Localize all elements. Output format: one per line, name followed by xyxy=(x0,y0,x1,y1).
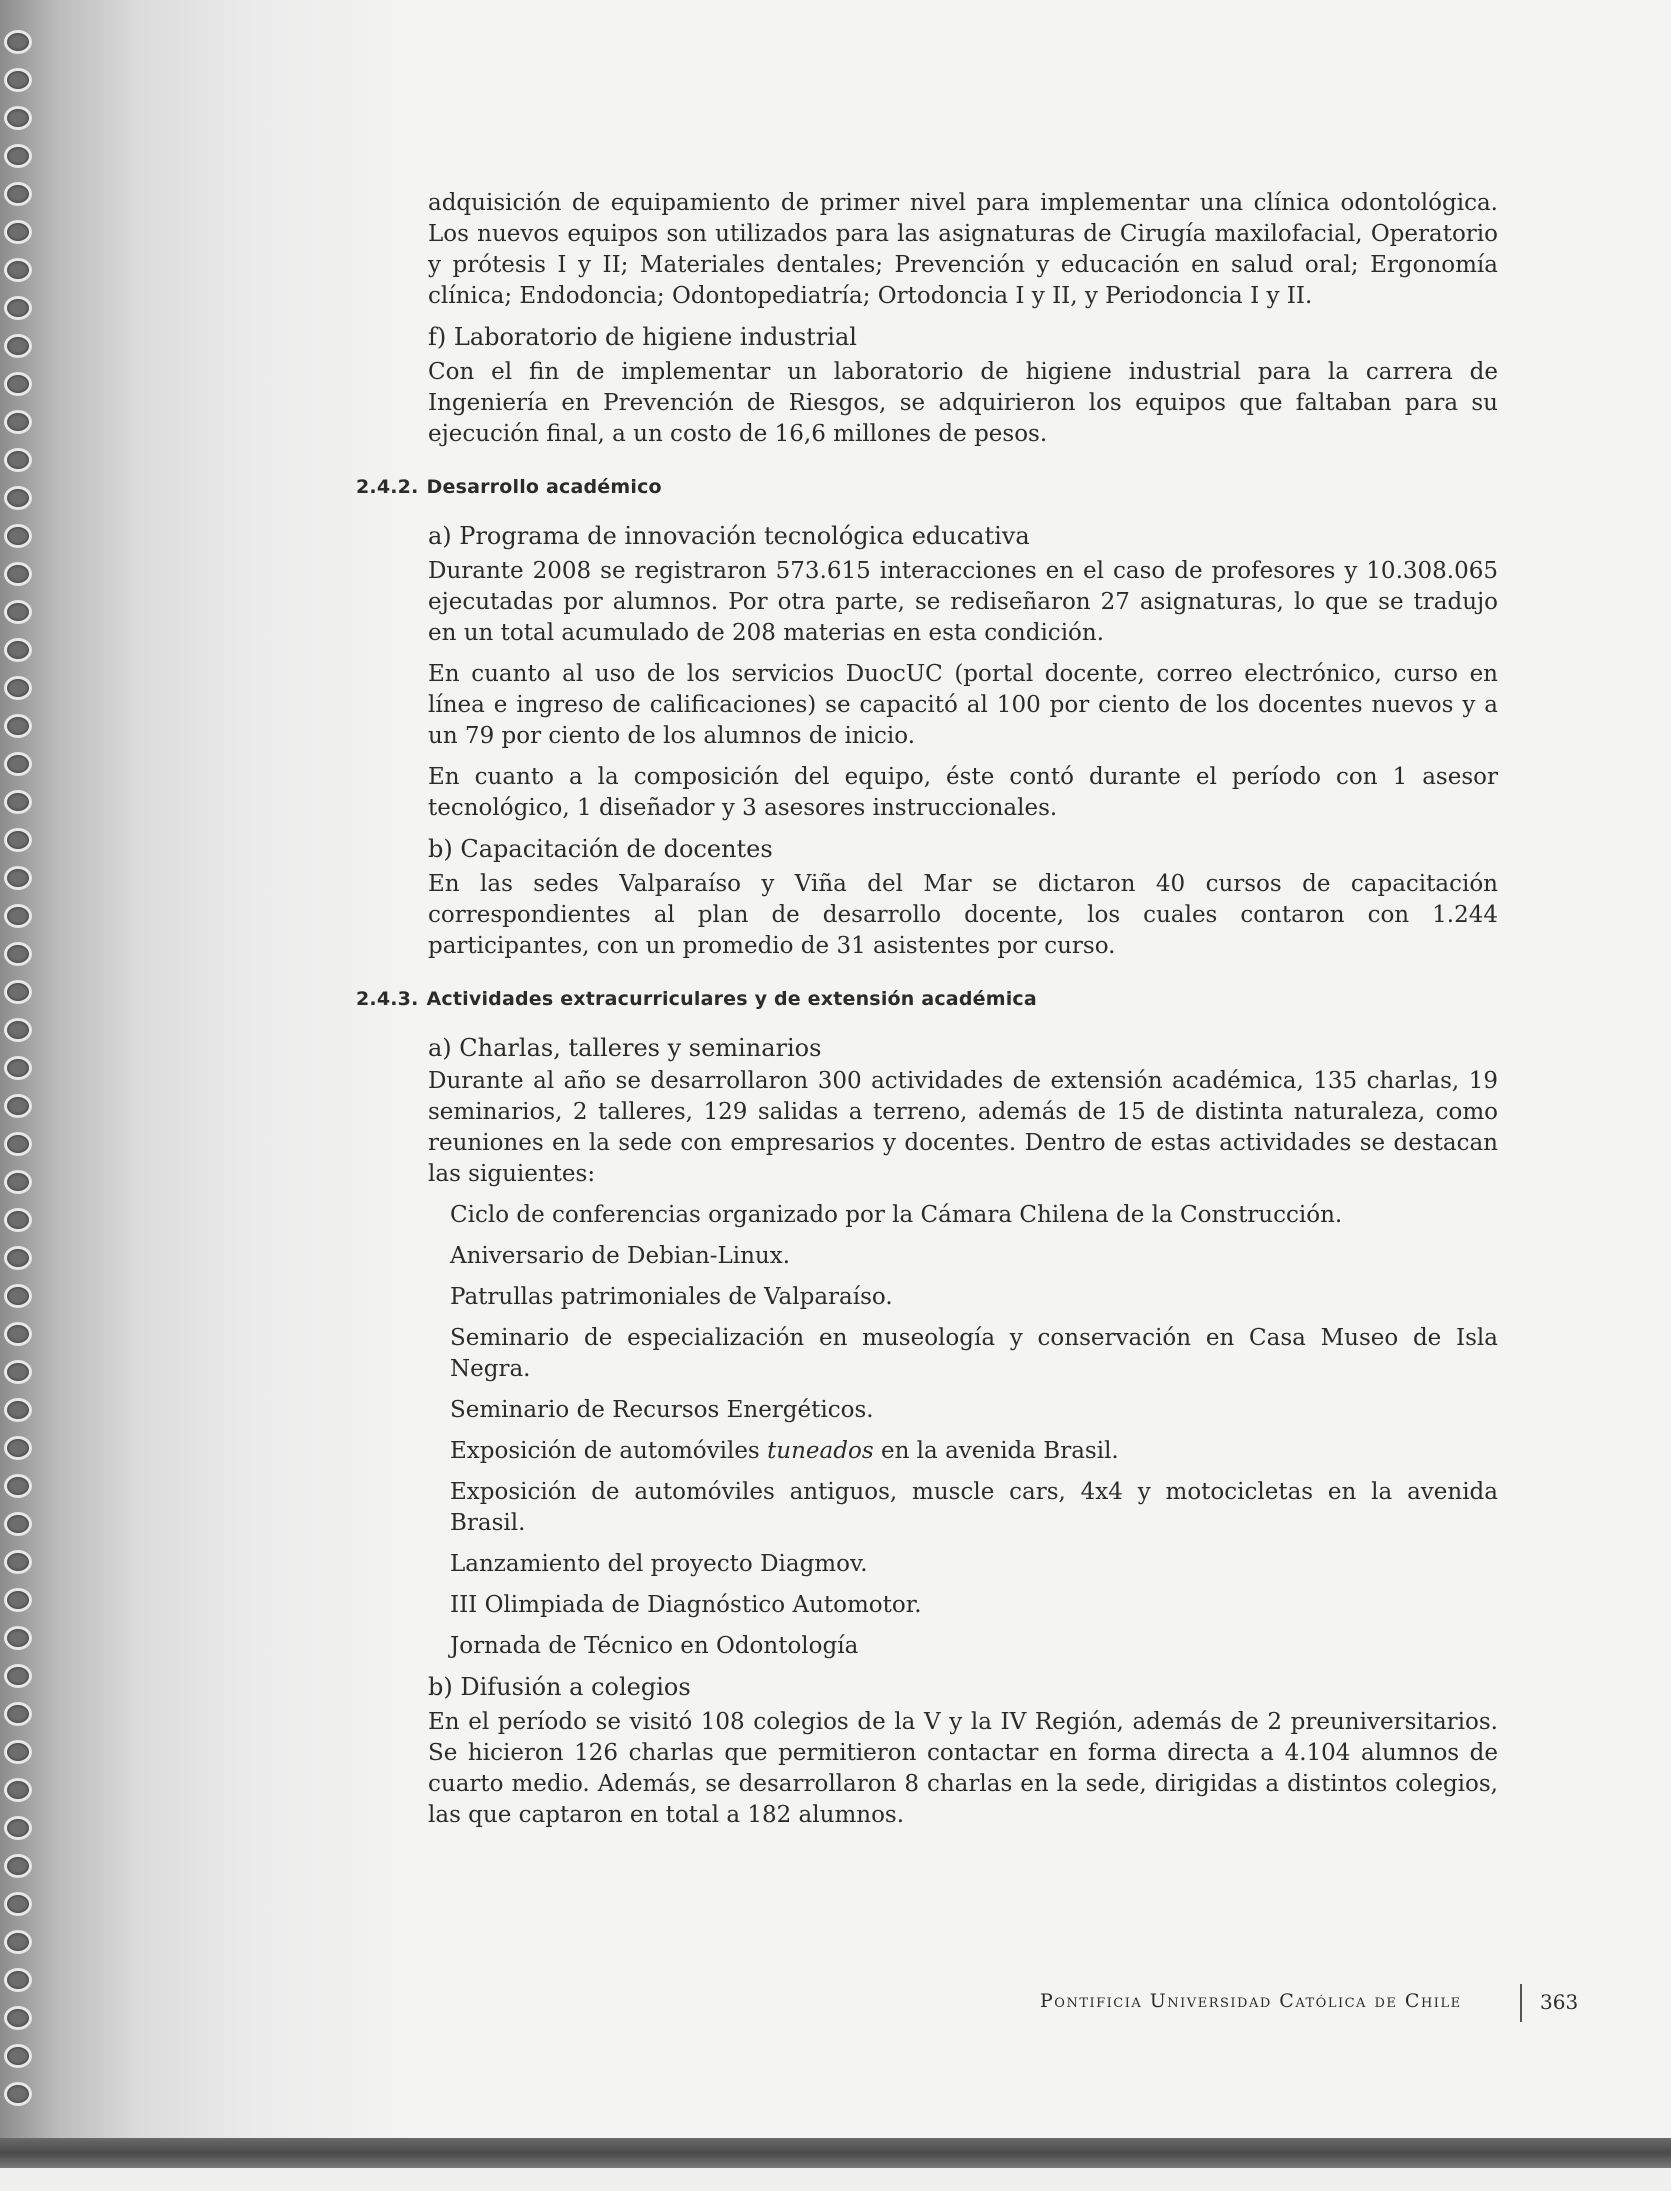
paragraph: adquisición de equipamiento de primer nivel para implementar una clínica odontológica. Los nuevos equipos son utilizados para las asignaturas de Cirugía maxilofacial, Operatorio y prótesis I y II; Materiales dentales; Prevención y educación en salud oral; Ergonomía clínica; Endodoncia; Odontopediatría; Ortodoncia I y II, y Periodoncia I y II. xyxy=(428,190,1498,309)
binding-ring xyxy=(4,1930,32,1954)
binding-ring xyxy=(4,1778,32,1802)
paragraph: En cuanto al uso de los servicios DuocUC (portal docente, correo electrónico, curso en línea e ingreso de calificaciones) se capacitó al 100 por ciento de los docentes nuevos y a un 79 por ciento de los alumnos de inicio. xyxy=(428,661,1498,749)
binding-ring xyxy=(4,2082,32,2106)
binding-ring xyxy=(4,1322,32,1346)
section-title: Actividades extracurriculares y de extensión académica xyxy=(426,988,1037,1010)
paragraph: En las sedes Valparaíso y Viña del Mar se dictaron 40 cursos de capacitación correspondientes al plan de desarrollo docente, los cuales contaron con 1.244 participantes, con un promedio de 31 asistentes por curso. xyxy=(428,871,1498,959)
binding-ring xyxy=(4,1512,32,1536)
binding-ring xyxy=(4,638,32,662)
section-heading-2-4-3 xyxy=(356,984,1426,1015)
subsection-title: f) Laboratorio de higiene industrial xyxy=(428,323,857,351)
paragraph: Con el fin de implementar un laboratorio de higiene industrial para la carrera de Ingeniería en Prevención de Riesgos, se adquirieron los equipos que faltaban para su ejecución final, a un costo de 16,6 millones de pesos. xyxy=(428,359,1498,447)
binding-ring xyxy=(4,1854,32,1878)
binding-ring xyxy=(4,866,32,890)
binding-ring xyxy=(4,1892,32,1916)
binding-ring xyxy=(4,1018,32,1042)
binding-ring xyxy=(4,1626,32,1650)
binding-ring xyxy=(4,828,32,852)
list-item xyxy=(450,1436,1498,1467)
binding-ring xyxy=(4,904,32,928)
binding-ring xyxy=(4,714,32,738)
paragraph: En el período se visitó 108 colegios de la V y la IV Región, además de 2 preuniversitarios. Se hicieron 126 charlas que permitieron contactar en forma directa a 4.104 alumnos de cuarto medio. Además, se desarrollaron 8 charlas en la sede, dirigidas a distintos colegios, las que captaron en total a 182 alumnos. xyxy=(428,1709,1498,1828)
binding-ring xyxy=(4,980,32,1004)
scan-edge-strip xyxy=(0,2168,1671,2191)
scan-edge-bar xyxy=(0,2138,1671,2168)
binding-ring xyxy=(4,752,32,776)
binding-ring xyxy=(4,182,32,206)
binding-ring xyxy=(4,144,32,168)
binding-ring xyxy=(4,1398,32,1422)
binding-ring xyxy=(4,2006,32,2030)
list-item-emphasis: tuneados xyxy=(767,1438,874,1464)
binding-ring xyxy=(4,372,32,396)
binding-ring xyxy=(4,1056,32,1080)
list-item: Jornada de Técnico en Odontología xyxy=(450,1633,859,1659)
binding-ring xyxy=(4,106,32,130)
binding-ring xyxy=(4,258,32,282)
binding-ring xyxy=(4,1816,32,1840)
binding-ring xyxy=(4,334,32,358)
binding-ring xyxy=(4,1664,32,1688)
binding-ring xyxy=(4,790,32,814)
subsection-title: a) Charlas, talleres y seminarios xyxy=(428,1034,822,1062)
footer-divider xyxy=(1520,1984,1522,2022)
list-item: III Olimpiada de Diagnóstico Automotor. xyxy=(450,1592,922,1618)
subsection-title: a) Programa de innovación tecnológica educativa xyxy=(428,522,1030,550)
binding-ring xyxy=(4,1968,32,1992)
binding-ring xyxy=(4,942,32,966)
binding-ring xyxy=(4,1740,32,1764)
page-number: 363 xyxy=(1540,1990,1579,2014)
binding-ring xyxy=(4,1170,32,1194)
binding-ring xyxy=(4,1284,32,1308)
binding-ring xyxy=(4,1436,32,1460)
binding-ring xyxy=(4,676,32,700)
document-body xyxy=(356,188,1498,1841)
binding-ring xyxy=(4,1588,32,1612)
paragraph: Durante al año se desarrollaron 300 actividades de extensión académica, 135 charlas, 19 seminarios, 2 talleres, 129 salidas a terreno, además de 15 de distinta naturaleza, como reuniones en la sede con empresarios y docentes. Dentro de estas actividades se destacan las siguientes: xyxy=(428,1068,1498,1187)
list-item: Ciclo de conferencias organizado por la Cámara Chilena de la Construcción. xyxy=(450,1202,1343,1228)
binding-ring xyxy=(4,562,32,586)
list-item-text: Exposición de automóviles xyxy=(450,1438,768,1464)
binding-ring xyxy=(4,1550,32,1574)
binding-ring xyxy=(4,296,32,320)
paragraph: En cuanto a la composición del equipo, éste contó durante el período con 1 asesor tecnológico, 1 diseñador y 3 asesores instruccionales. xyxy=(428,764,1498,821)
list-item: Seminario de especialización en museología y conservación en Casa Museo de Isla Negra. xyxy=(450,1325,1498,1382)
list-item: Seminario de Recursos Energéticos. xyxy=(450,1397,874,1423)
binding-ring xyxy=(4,410,32,434)
list-item: Patrullas patrimoniales de Valparaíso. xyxy=(450,1284,893,1310)
list-item: Lanzamiento del proyecto Diagmov. xyxy=(450,1551,868,1577)
subsection-title: b) Capacitación de docentes xyxy=(428,835,773,863)
binding-ring xyxy=(4,1208,32,1232)
binding-ring xyxy=(4,30,32,54)
binding-ring xyxy=(4,486,32,510)
binding-ring xyxy=(4,1132,32,1156)
list-item: Aniversario de Debian-Linux. xyxy=(450,1243,791,1269)
section-title: Desarrollo académico xyxy=(426,476,662,498)
binding-ring xyxy=(4,1360,32,1384)
subsection-title: b) Difusión a colegios xyxy=(428,1673,691,1701)
binding-ring xyxy=(4,68,32,92)
binding-ring xyxy=(4,220,32,244)
binding-ring xyxy=(4,1094,32,1118)
list-item: Exposición de automóviles antiguos, muscle cars, 4x4 y motocicletas en la avenida Brasil. xyxy=(450,1479,1498,1536)
section-heading-2-4-2 xyxy=(356,472,1426,503)
footer-institution: Pontificia Universidad Católica de Chile xyxy=(1040,1990,1462,2012)
spiral-binding xyxy=(0,0,34,2191)
list-item-text: en la avenida Brasil. xyxy=(873,1438,1119,1464)
binding-ring xyxy=(4,600,32,624)
paragraph: Durante 2008 se registraron 573.615 interacciones en el caso de profesores y 10.308.065 ejecutadas por alumnos. Por otra parte, se rediseñaron 27 asignaturas, lo que se tradujo en un total acumulado de 208 materias en esta condición. xyxy=(428,558,1498,646)
section-number: 2.4.3. xyxy=(356,988,419,1010)
binding-ring xyxy=(4,448,32,472)
binding-ring xyxy=(4,1474,32,1498)
binding-ring xyxy=(4,1246,32,1270)
section-number: 2.4.2. xyxy=(356,476,419,498)
binding-ring xyxy=(4,1702,32,1726)
binding-ring xyxy=(4,2044,32,2068)
binding-ring xyxy=(4,524,32,548)
